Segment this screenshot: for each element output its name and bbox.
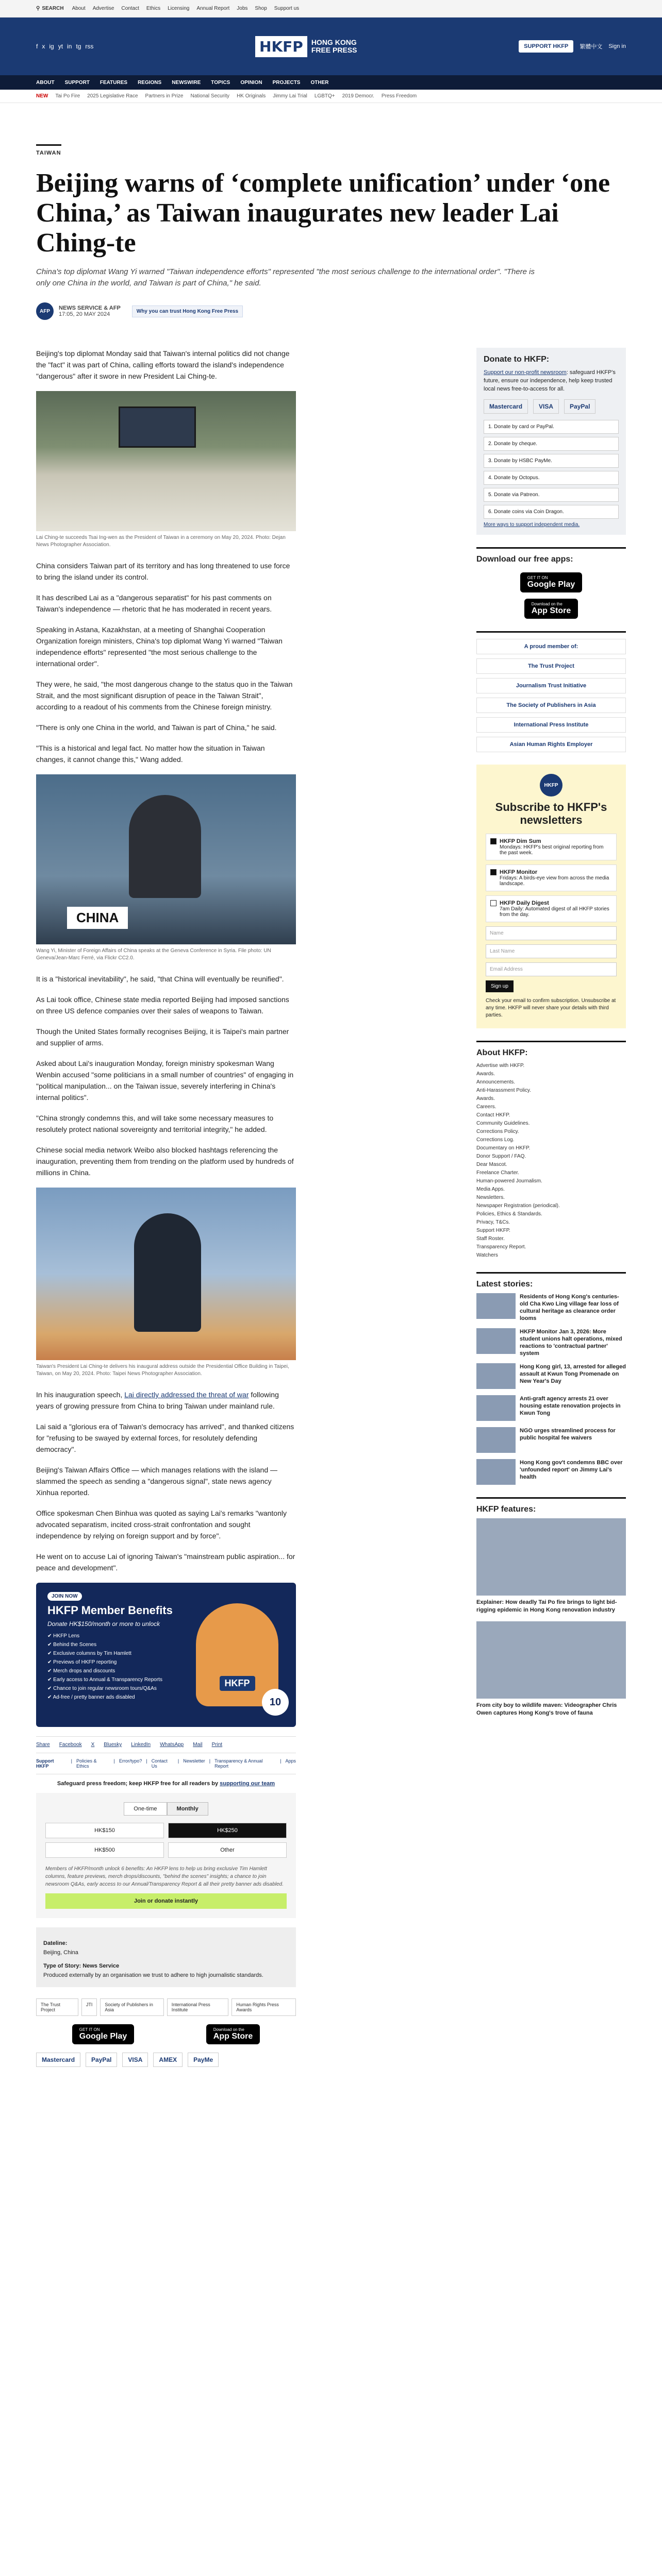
x-icon[interactable]: x	[42, 43, 45, 50]
logo-text: HONG KONG FREE PRESS	[311, 38, 357, 54]
member-logo[interactable]: Journalism Trust Initiative	[476, 678, 626, 693]
about-link[interactable]: Transparency Report.	[476, 1244, 526, 1250]
photo-caption: Lai Ching-te succeeds Tsai Ing-wen as the President of Taiwan in a ceremony on May 20, 2024. Photo: Dejan News Photographer Association.	[36, 535, 286, 548]
photo-caption: Taiwan's President Lai Ching-te delivers his inaugural address outside the Presidential Office Building in Taipei, Taiwan, on May 20, 2024. Photo: Taipei News Photographer Association.	[36, 1364, 289, 1377]
about-link[interactable]: Support HKFP.	[476, 1228, 510, 1233]
logo-mark: HKFP	[255, 36, 307, 57]
affiliation-logo[interactable]: Society of Publishers in Asia	[100, 1998, 163, 2016]
trending-link[interactable]: National Security	[190, 93, 230, 99]
article-footer-links: Support HKFP | Policies & Ethics | Error/typo? | Contact Us | Newsletter | Transparency & Annual Report | Apps	[36, 1758, 296, 1769]
amount-option[interactable]: HK$500	[45, 1842, 164, 1858]
social-links	[36, 43, 93, 50]
nav-item[interactable]: ABOUT	[36, 79, 55, 86]
masthead-actions	[519, 40, 626, 53]
about-link[interactable]: Careers.	[476, 1104, 496, 1110]
linkedin-icon[interactable]: in	[67, 43, 72, 50]
instagram-icon[interactable]: ig	[49, 43, 54, 50]
story-type-heading: Type of Story: News Service	[43, 1963, 120, 1969]
donate-option[interactable]: 3. Donate by HSBC PayMe.	[484, 454, 619, 468]
utility-link[interactable]: Annual Report	[196, 6, 230, 11]
sign-in-link[interactable]: Sign in	[608, 43, 626, 49]
donate-option[interactable]: 6. Donate coins via Coin Dragon.	[484, 505, 619, 519]
affiliation-logo[interactable]: International Press Institute	[167, 1998, 229, 2016]
google-play-badge[interactable]: GET IT ON Google Play	[520, 572, 582, 592]
member-logo[interactable]: Asian Human Rights Employer	[476, 737, 626, 752]
email-field[interactable]: Email Address	[486, 962, 617, 976]
trending-link[interactable]: 2019 Democr.	[342, 93, 374, 99]
donate-link[interactable]: Support our non-profit newsroom	[484, 369, 567, 376]
author-avatar: AFP	[36, 302, 54, 320]
main-nav	[0, 75, 662, 90]
about-link[interactable]: Community Guidelines.	[476, 1121, 530, 1126]
share-facebook[interactable]: Facebook	[59, 1742, 82, 1748]
paragraph: As Lai took office, Chinese state media reported Beijing had imposed sanctions on three US defence companies over their sales of weapons to Taiwan.	[36, 995, 289, 1015]
benefit-item: ✔ Early access to Annual & Transparency Reports	[47, 1677, 162, 1683]
features-box	[476, 1497, 626, 1717]
google-play-badge[interactable]: GET IT ON Google Play	[72, 2024, 134, 2044]
feature-image[interactable]	[476, 1621, 626, 1699]
about-link[interactable]: Corrections Policy.	[476, 1129, 519, 1134]
paypal-logo: PayPal	[86, 2053, 117, 2067]
payment-logos	[36, 2053, 296, 2067]
apps-title: Download our free apps:	[476, 555, 573, 564]
new-label: NEW	[36, 93, 48, 99]
app-store-badge[interactable]: Download on the App Store	[524, 599, 578, 619]
paragraph: Asked about Lai's inauguration Monday, foreign ministry spokesman Wang Wenbin accused "some politicians in a small number of countries" of engaging in "political manipulation... on the Taiwan issue, severely interfering in China's internal politics".	[36, 1059, 294, 1101]
share-linkedin[interactable]: LinkedIn	[131, 1742, 151, 1748]
support-link[interactable]: supporting our team	[220, 1781, 275, 1787]
utility-link[interactable]: About	[72, 6, 86, 11]
utility-link[interactable]: Advertise	[92, 6, 114, 11]
donate-option[interactable]: 5. Donate via Patreon.	[484, 488, 619, 502]
donate-title: Donate to HKFP:	[484, 355, 550, 364]
paragraph: "China strongly condemns this, and will take some necessary measures to resolutely protect national sovereignty and territorial integrity," he added.	[36, 1114, 274, 1133]
hkfp-logo: HKFP	[540, 774, 562, 796]
language-switch[interactable]: 繁體中文	[580, 44, 603, 50]
donate-option[interactable]: 2. Donate by cheque.	[484, 437, 619, 451]
speaker-figure	[129, 795, 201, 898]
member-logo[interactable]: The Trust Project	[476, 658, 626, 674]
article-body	[36, 348, 296, 2073]
photo-caption: Wang Yi, Minister of Foreign Affairs of China speaks at the Geneva Conference in Syria. File photo: UN Geneva/Jean-Marc Ferré, via Flickr CC2.0.	[36, 948, 271, 961]
about-link[interactable]: Dear Mascot.	[476, 1162, 507, 1167]
about-link[interactable]: Donor Support / FAQ.	[476, 1154, 526, 1159]
share-bar	[36, 1736, 296, 1753]
story-thumbnail	[476, 1459, 516, 1485]
trending-link[interactable]: Jimmy Lai Trial	[273, 93, 307, 99]
benefit-item: ✔ Merch drops and discounts	[47, 1668, 115, 1674]
footer-link[interactable]: Contact Us	[151, 1758, 168, 1769]
inline-link[interactable]: Lai directly addressed the threat of war	[124, 1391, 249, 1399]
mastercard-logo: Mastercard	[484, 399, 528, 414]
youtube-icon[interactable]: yt	[58, 43, 63, 50]
about-link[interactable]: Advertise with HKFP.	[476, 1063, 525, 1069]
nav-item[interactable]: TOPICS	[211, 79, 230, 86]
donate-option[interactable]: 1. Donate by card or PayPal.	[484, 420, 619, 434]
trust-link[interactable]: Why you can trust Hong Kong Free Press	[132, 306, 243, 317]
frequency-toggle	[45, 1802, 287, 1816]
last-name-field[interactable]: Last Name	[486, 944, 617, 958]
newsletter-option[interactable]: HKFP Monitor Fridays: A birds-eye view from across the media landscape.	[486, 865, 617, 891]
about-link[interactable]: Awards.	[476, 1096, 495, 1101]
paragraph: Lai said a "glorious era of Taiwan's democracy has arrived", and thanked citizens for "refusing to be swayed by external forces, for resolutely defending democracy".	[36, 1422, 294, 1453]
safeguard-banner: Safeguard press freedom; keep HKFP free for all readers by supporting our team	[36, 1774, 296, 1793]
about-link[interactable]: Policies, Ethics & Standards.	[476, 1211, 542, 1217]
app-badges	[36, 2024, 296, 2044]
utility-links	[72, 6, 300, 11]
dateline-value: Beijing, China	[43, 1950, 78, 1956]
share-label: Share	[36, 1742, 50, 1748]
about-link[interactable]: Newspaper Registration (periodical).	[476, 1203, 560, 1209]
inauguration-crowd-photo	[36, 391, 296, 531]
feature-image[interactable]	[476, 1518, 626, 1596]
about-link[interactable]: Anti-Harassment Policy.	[476, 1088, 531, 1093]
footer-link[interactable]: Newsletter	[183, 1758, 205, 1764]
app-store-badge[interactable]: Download on the App Store	[206, 2024, 260, 2044]
trending-bar	[0, 90, 662, 103]
utility-link[interactable]: Ethics	[146, 6, 161, 11]
about-link[interactable]: Media Apps.	[476, 1187, 505, 1192]
donate-options	[484, 420, 619, 519]
member-logo[interactable]: International Press Institute	[476, 717, 626, 733]
site-logo[interactable]	[255, 36, 357, 57]
trending-link[interactable]: LGBTQ+	[314, 93, 335, 99]
newsletter-option[interactable]: HKFP Daily Digest 7am Daily: Automated digest of all HKFP stories from the day.	[486, 895, 617, 922]
paragraph: Though the United States formally recognises Beijing, it is Taipei's main partner and supplier of arms.	[36, 1027, 289, 1047]
latest-story[interactable]: Hong Kong girl, 13, arrested for alleged assault at Kwun Tong Promenade on New Year's Day	[476, 1363, 626, 1389]
paragraph: He went on to accuse Lai of ignoring Taiwan's "mainstream public aspiration... for peace and development".	[36, 1552, 295, 1572]
member-title: A proud member of:	[476, 639, 626, 654]
footer-link[interactable]: Policies & Ethics	[76, 1758, 97, 1769]
share-bluesky[interactable]: Bluesky	[104, 1742, 122, 1748]
latest-story[interactable]: Anti-graft agency arrests 21 over housing estate renovation projects in Kwun Tong	[476, 1395, 626, 1421]
share-x[interactable]: X	[91, 1742, 95, 1748]
trending-link[interactable]: Partners in Prize	[145, 93, 184, 99]
paragraph: In his inauguration speech, Lai directly addressed the threat of war following years of growing pressure from China to bring Taiwan under mainland rule.	[36, 1391, 279, 1410]
about-link[interactable]: Newsletters.	[476, 1195, 505, 1200]
nav-item[interactable]: OPINION	[240, 79, 262, 86]
donate-widget	[36, 1793, 296, 1918]
one-time-option[interactable]: One-time	[124, 1802, 167, 1816]
affiliation-logo[interactable]: JTI	[81, 1998, 97, 2016]
paragraph: Beijing's top diplomat Monday said that Taiwan's internal politics did not change the "fact" it was part of China, calling efforts toward the island's independence "dangerous" after it swore in new President Lai Ching-te.	[36, 349, 290, 380]
story-thumbnail	[476, 1328, 516, 1354]
benefit-item: ✔ Behind the Scenes	[47, 1642, 97, 1648]
dateline-heading: Dateline:	[43, 1940, 68, 1946]
story-meta	[36, 1927, 296, 1987]
about-link[interactable]: Contact HKFP.	[476, 1112, 510, 1118]
join-button[interactable]: Join or donate instantly	[45, 1893, 287, 1909]
latest-story[interactable]: Hong Kong gov't condemns BBC over 'unfounded report' on Jimmy Lai's health	[476, 1459, 626, 1485]
search-button[interactable]: ⚲ SEARCH	[36, 6, 64, 11]
latest-story[interactable]: NGO urges streamlined process for public hospital fee waivers	[476, 1427, 626, 1453]
paragraph: Speaking in Astana, Kazakhstan, at a meeting of Shanghai Cooperation Organization foreign ministers, China's top diplomat Wang Yi warned "Taiwan independence efforts" represented "the most serious challenge to the international order".	[36, 625, 283, 668]
telegram-icon[interactable]: tg	[76, 43, 81, 50]
lai-ching-te-photo	[36, 1188, 296, 1360]
paragraph: Chinese social media network Weibo also blocked hashtags referencing the inauguration, preventing them from trending on the platform used by hundreds of millions in China.	[36, 1146, 294, 1177]
latest-story[interactable]: HKFP Monitor Jan 3, 2026: More student unions halt operations, mixed reactions to 'contractual partner' system	[476, 1328, 626, 1357]
newsletter-option[interactable]: HKFP Dim Sum Mondays: HKFP's best original reporting from the past week.	[486, 834, 617, 860]
masthead	[0, 18, 662, 75]
sidebar	[476, 348, 626, 2073]
utility-link[interactable]: Jobs	[237, 6, 248, 11]
benefit-item: ✔ Previews of HKFP reporting	[47, 1659, 117, 1665]
benefit-item: ✔ Ad-free / pretty banner ads disabled	[47, 1694, 135, 1700]
speaker-figure	[134, 1213, 201, 1332]
affiliation-logo[interactable]: The Trust Project	[36, 1998, 78, 2016]
about-box	[476, 1041, 626, 1260]
join-now-pill[interactable]: JOIN NOW	[47, 1592, 82, 1601]
deer-mascot: HKFP	[196, 1603, 278, 1706]
support-button[interactable]: SUPPORT HKFP	[519, 40, 573, 53]
article-title: Beijing warns of ‘complete unification’ under ‘one China,’ as Taiwan inaugurates new leader Lai Ching-te	[36, 168, 610, 258]
ad-title: HKFP Member Benefits	[47, 1604, 173, 1617]
share-print[interactable]: Print	[211, 1742, 223, 1748]
benefits-note: Members of HKFP/month unlock 6 benefits: An HKFP lens to help us bring exclusive Tim Hamlett columns, feature previews, merch drops/discounts, "behind the scenes" insights; a chance to join newsroom Q&As, early access to our Annual/Transparency Report & all their pretty banner ads disabled.	[45, 1866, 284, 1887]
nav-item[interactable]: REGIONS	[138, 79, 162, 86]
about-link[interactable]: Watchers	[476, 1252, 498, 1258]
footer-link[interactable]: Support HKFP	[36, 1758, 54, 1769]
category-label[interactable]: TAIWAN	[36, 144, 61, 156]
about-link[interactable]: Awards.	[476, 1071, 495, 1077]
share-whatsapp[interactable]: WhatsApp	[160, 1742, 184, 1748]
donate-option[interactable]: 4. Donate by Octopus.	[484, 471, 619, 485]
about-link[interactable]: Announcements.	[476, 1079, 516, 1085]
benefit-item: ✔ Chance to join regular newsroom tours/Q&As	[47, 1686, 157, 1691]
publish-date: 17:05, 20 MAY 2024	[59, 311, 110, 317]
amount-option[interactable]: HK$150	[45, 1823, 164, 1838]
signup-button[interactable]: Sign up	[486, 980, 514, 992]
utility-bar	[0, 0, 662, 18]
benefit-item: ✔ HKFP Lens	[47, 1633, 80, 1639]
nav-item[interactable]: PROJECTS	[272, 79, 301, 86]
benefit-item: ✔ Exclusive columns by Tim Hamlett	[47, 1651, 131, 1656]
monthly-option[interactable]: Monthly	[167, 1802, 208, 1816]
article-container	[0, 103, 662, 2073]
rss-icon[interactable]: rss	[85, 43, 94, 50]
nav-item[interactable]: NEWSWIRE	[172, 79, 201, 86]
trending-link[interactable]: Press Freedom	[381, 93, 417, 99]
nav-item[interactable]: SUPPORT	[64, 79, 90, 86]
paragraph: "This is a historical and legal fact. No matter how the situation in Taiwan changes, it cannot change this," Wang added.	[36, 744, 265, 764]
latest-stories	[476, 1272, 626, 1485]
ad-subtitle: Donate HK$150/month or more to unlock	[47, 1620, 160, 1628]
byline	[36, 302, 626, 320]
more-ways-link[interactable]: More ways to support independent media.	[484, 522, 580, 528]
feature-headline[interactable]: From city boy to wildlife maven: Videographer Chris Owen captures Hong Kong's trove of fauna	[476, 1702, 617, 1716]
checkbox[interactable]	[490, 838, 496, 844]
wang-yi-photo	[36, 774, 296, 944]
newsletter-fineprint: Check your email to confirm subscription. Unsubscribe at any time. HKFP will never share your details with third parties.	[486, 998, 616, 1018]
paypal-logo: PayPal	[564, 399, 595, 414]
payme-logo: PayMe	[188, 2053, 219, 2067]
story-thumbnail	[476, 1363, 516, 1389]
share-mail[interactable]: Mail	[193, 1742, 203, 1748]
about-link[interactable]: Freelance Charter.	[476, 1170, 519, 1176]
newsletter-signup	[476, 765, 626, 1028]
paragraph: It has described Lai as a "dangerous separatist" for his past comments on Taiwan's independence — rhetoric that he has moderated in recent years.	[36, 594, 272, 613]
about-link[interactable]: Corrections Log.	[476, 1137, 515, 1143]
newsletter-title: Subscribe to HKFP's newsletters	[495, 801, 607, 826]
paragraph: They were, he said, "the most dangerous change to the status quo in the Taiwan Strait, and the most significant disruption of peace in the Taiwan Strait", according to a readout of his comments from the Chinese foreign ministry.	[36, 680, 293, 711]
visa-logo: VISA	[533, 399, 559, 414]
donate-card: Donate to HKFP: Support our non-profit newsroom: safeguard HKFP's future, ensure our independence, help keep trusted local news free-to-access for all. Mastercard VISA PayPal 1. Donate by card or PayPal. 2. Donate by cheque. 3. Donate by HSBC PayMe. 4. Donate by Octopus. 5. Donate via Patreon. 6. Donate coins via Coin Dragon. More ways to support independent media.	[476, 348, 626, 535]
utility-link[interactable]: Contact	[121, 6, 139, 11]
member-logo[interactable]: The Society of Publishers in Asia	[476, 698, 626, 713]
about-link[interactable]: Documentary on HKFP.	[476, 1145, 531, 1151]
author-name[interactable]: NEWS SERVICE & AFP	[59, 305, 121, 311]
amount-option[interactable]: HK$250	[168, 1823, 287, 1838]
facebook-icon[interactable]: f	[36, 43, 38, 50]
member-of-box	[476, 631, 626, 752]
about-title: About HKFP:	[476, 1048, 528, 1057]
mastercard-logo: Mastercard	[36, 2053, 80, 2067]
utility-link[interactable]: Support us	[274, 6, 300, 11]
about-links	[476, 1062, 626, 1260]
features-title: HKFP features:	[476, 1505, 536, 1514]
country-placard: CHINA	[67, 907, 128, 929]
trending-link[interactable]: 2025 Legislative Race	[87, 93, 138, 99]
paragraph: "There is only one China in the world, and Taiwan is part of China," he said.	[36, 723, 277, 732]
payment-logos	[484, 399, 619, 414]
utility-link[interactable]: Licensing	[168, 6, 190, 11]
about-link[interactable]: Privacy, T&Cs.	[476, 1219, 510, 1225]
nav-item[interactable]: OTHER	[310, 79, 329, 86]
nav-item[interactable]: FEATURES	[100, 79, 128, 86]
checkbox[interactable]	[490, 900, 496, 906]
visa-logo: VISA	[122, 2053, 148, 2067]
trending-link[interactable]: HK Originals	[237, 93, 266, 99]
latest-title: Latest stories:	[476, 1280, 533, 1289]
trending-link[interactable]: Tai Po Fire	[55, 93, 80, 99]
footer-link[interactable]: Transparency & Annual Report	[214, 1758, 263, 1769]
first-name-field[interactable]: Name	[486, 926, 617, 940]
content-layout	[36, 348, 626, 2073]
anniversary-badge: 10	[262, 1689, 289, 1716]
about-link[interactable]: Staff Roster.	[476, 1236, 505, 1242]
affiliation-logo[interactable]: Human Rights Press Awards	[231, 1998, 296, 2016]
footer-link[interactable]: Apps	[285, 1758, 296, 1764]
story-type-desc: Produced externally by an organisation we trust to adhere to high journalistic standards.	[43, 1972, 263, 1978]
apps-box	[476, 547, 626, 619]
feature-headline[interactable]: Explainer: How deadly Tai Po fire brings to light bid-rigging epidemic in Hong Kong renovation industry	[476, 1599, 617, 1613]
article-dek: China's top diplomat Wang Yi warned "Taiwan independence efforts" represented "the most serious challenge to the international order". "There is only one China in the world, and Taiwan is part of China," he said.	[36, 267, 535, 287]
paragraph: Office spokesman Chen Binhua was quoted as saying Lai's remarks "wantonly advocated separatism, incited cross-strait confrontation and sought independence by relying on foreign support and by force".	[36, 1509, 287, 1540]
amount-options	[45, 1823, 287, 1858]
story-thumbnail	[476, 1395, 516, 1421]
app-badges	[476, 572, 626, 619]
affiliation-logos	[36, 1998, 296, 2016]
jumbotron-screen	[119, 406, 196, 448]
checkbox[interactable]	[490, 869, 496, 875]
paragraph: China considers Taiwan part of its territory and has long threatened to use force to bring the island under its control.	[36, 562, 290, 581]
about-link[interactable]: Human-powered Journalism.	[476, 1178, 542, 1184]
search-icon: ⚲	[36, 6, 40, 11]
footer-link[interactable]: Error/typo?	[119, 1758, 142, 1764]
amount-option[interactable]: Other	[168, 1842, 287, 1858]
latest-story[interactable]: Residents of Hong Kong's centuries-old Cha Kwo Ling village fear loss of cultural heritage as clearance order looms	[476, 1293, 626, 1322]
paragraph: Beijing's Taiwan Affairs Office — which manages relations with the island — slammed the speech as sending a "dangerous signal", state news agency Xinhua reported.	[36, 1466, 278, 1497]
amex-logo: AMEX	[153, 2053, 183, 2067]
membership-ad[interactable]	[36, 1583, 296, 1727]
story-thumbnail	[476, 1293, 516, 1319]
story-thumbnail	[476, 1427, 516, 1453]
utility-link[interactable]: Shop	[255, 6, 267, 11]
paragraph: It is a "historical inevitability", he said, "that China will eventually be reunified".	[36, 975, 284, 983]
